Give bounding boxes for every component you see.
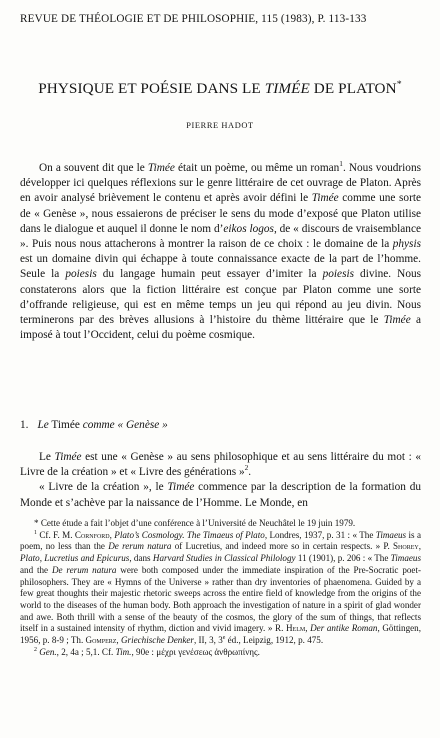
note-ref: 1 <box>339 159 343 169</box>
italic-run: Timée <box>147 162 175 174</box>
italic-run: Timée <box>167 481 195 494</box>
text-run: , 2, 4a ; 5,1. Cf. <box>56 646 116 657</box>
title-asterisk: * <box>396 78 402 90</box>
running-head: REVUE DE THÉOLOGIE ET DE PHILOSOPHIE, 115 (1983), P. 113-133 <box>20 13 367 25</box>
italic-run: De rerum natura <box>51 564 117 575</box>
footnotes <box>20 518 421 658</box>
italic-run: Harvard Studies in Classical Philology <box>152 553 296 564</box>
small-caps-run: Cornford <box>74 529 110 540</box>
text-run: is a poem, no less than the <box>20 529 421 552</box>
small-caps-run: Helm <box>285 623 306 634</box>
italic-run: Timaeus <box>390 553 421 564</box>
italic-run: De rerum natura <box>108 541 172 552</box>
text-run: and the <box>20 564 52 575</box>
italic-run: poiesis <box>322 268 355 281</box>
text-run: était un poème, ou même un roman <box>174 162 340 174</box>
italic-run: Gen. <box>39 646 57 657</box>
footnote-1 <box>20 530 421 647</box>
text-run: were both composed under the immediate inspiration of the Pre-Socratic poet-philosophers. They are « Hymns of the Universe » rather than dry inventories of phaenomena. Guided by a few great thoughts their majestic rhetoric sweeps across the entire field of knowledge from the origins of the world to the diseases of the human body. Both approach the investigation of nature in a spirit of glad wonder and awe. Both thrill with a sense of the beauty of the cosmos, the glory of the sum of things, that reflects itself in a sustained intensity of rhythm, diction and vivid imagery. » R. <box>20 564 422 634</box>
footnote-2 <box>20 647 421 659</box>
text-run: , II, 3, 3 <box>193 635 223 646</box>
italic-run: Timée <box>54 451 82 463</box>
italic-run: Plato’s Cosmology. The Timaeus of Plato <box>114 529 265 540</box>
note-ref: e <box>222 635 226 641</box>
italic-run: Timée <box>311 192 339 205</box>
author-name: PIERRE HADOT <box>186 121 254 130</box>
note-ref: 2 <box>244 463 249 473</box>
text-run: Timée <box>48 419 83 431</box>
italic-run: Griechische Denker <box>120 635 194 646</box>
article-title <box>0 80 440 98</box>
intro-body <box>20 161 421 343</box>
text-run: , 90e : μέχρι γενέσεως ἀνθρωπίνης. <box>131 646 260 657</box>
italic-run: Le <box>37 419 49 431</box>
text-run: éd., Leipzig, 1912, p. 475. <box>225 635 324 646</box>
text-run: a imposé à tout l’Occident, celui du poème cosmique. <box>20 314 421 342</box>
section-number: 1. <box>20 419 29 431</box>
text-run: divine. Nous constaterons alors que la fiction littéraire est conçue par Platon comme une sorte d’offrande religieuse, qui est en même temps un jeu qui répond au jeu divin. Nous terminerons par des brèves allusions à l’histoire du thème littéraire que le <box>20 268 422 327</box>
section-body <box>20 450 421 511</box>
italic-run: eikos logos <box>223 222 274 235</box>
text-run: 11 (1901), p. 206 : « The <box>295 553 391 564</box>
text-run: Cf. F. M. <box>36 529 75 540</box>
paragraph-3 <box>20 480 421 510</box>
text-run: On a souvent dit que le <box>39 162 148 174</box>
text-run: « Livre de la création », le <box>39 481 168 494</box>
text-run: , <box>418 541 422 552</box>
title-part-2: DE PLATON <box>309 80 397 97</box>
italic-run: Der antike Roman <box>310 623 378 634</box>
section-heading <box>20 418 420 433</box>
text-run: , <box>109 529 115 540</box>
small-caps-run: Shorey <box>393 541 419 552</box>
paragraph-1 <box>20 161 421 343</box>
italic-run: poiesis <box>65 268 97 281</box>
text-run: est un domaine divin qui échappe à toute connaissance exacte de la part de l’homme. Seule la <box>20 253 421 281</box>
text-run: comme une sorte de « Genèse », nous essaierons de préciser le sens du mode d’exposé que Platon utilise dans le dialogue et auquel il donne le nom d’ <box>20 192 422 235</box>
text-run: du langage humain peut essayer d’imiter la <box>96 268 323 281</box>
text-run: , Göttingen, 1956, p. 8-9 ; Th. <box>20 623 421 646</box>
note-ref: 1 <box>34 529 37 536</box>
footnote-asterisk <box>20 518 421 530</box>
title-part-1: PHYSIQUE ET POÉSIE DANS LE <box>38 80 265 97</box>
small-caps-run: Gomperz <box>85 635 117 646</box>
text-run: Le <box>39 451 55 463</box>
note-ref: 2 <box>34 646 37 653</box>
italic-run: Timée <box>383 314 411 327</box>
text-run: commence par la description de la formation du Monde et s’achève par la naissance de l’Homme. Le Monde, en <box>20 481 421 509</box>
italic-run: physis <box>392 238 421 251</box>
text-run: , <box>305 623 311 634</box>
text-run: , de « discours de vraisemblance ». Puis nous nous attacherons à montrer la raison de ce choix : le domaine de la <box>20 222 421 251</box>
text-run: , Londres, 1937, p. 31 : « The <box>264 529 376 540</box>
text-run: est une « Genèse » au sens philosophique et au sens littéraire du mot : « Livre de la création » et « Livre des générations » <box>20 451 421 479</box>
text-run: of Lucretius, and indeed more so in certain respects. » P. <box>171 541 393 552</box>
italic-run: Timaeus <box>375 529 407 540</box>
text-run: , <box>116 635 121 646</box>
text-run: . <box>248 466 252 479</box>
text-run: * Cette étude a fait l’objet d’une conférence à l’Université de Neuchâtel le 19 juin 1979. <box>34 518 356 528</box>
italic-run: Tim. <box>115 646 132 657</box>
text-run: , dans <box>129 553 153 564</box>
italic-run: comme « Genèse » <box>82 419 168 431</box>
paragraph-2 <box>20 450 421 480</box>
section-title <box>37 419 167 431</box>
title-italic-timee: TIMÉE <box>264 80 310 97</box>
text-run: . Nous voudrions développer ici quelques réflexions sur le genre littéraire de cet ouvrage de Platon. Après en avoir analysé brièvement le contenu et après avoir défini le <box>20 162 421 205</box>
italic-run: Plato, Lucretius and Epicurus <box>20 553 130 564</box>
